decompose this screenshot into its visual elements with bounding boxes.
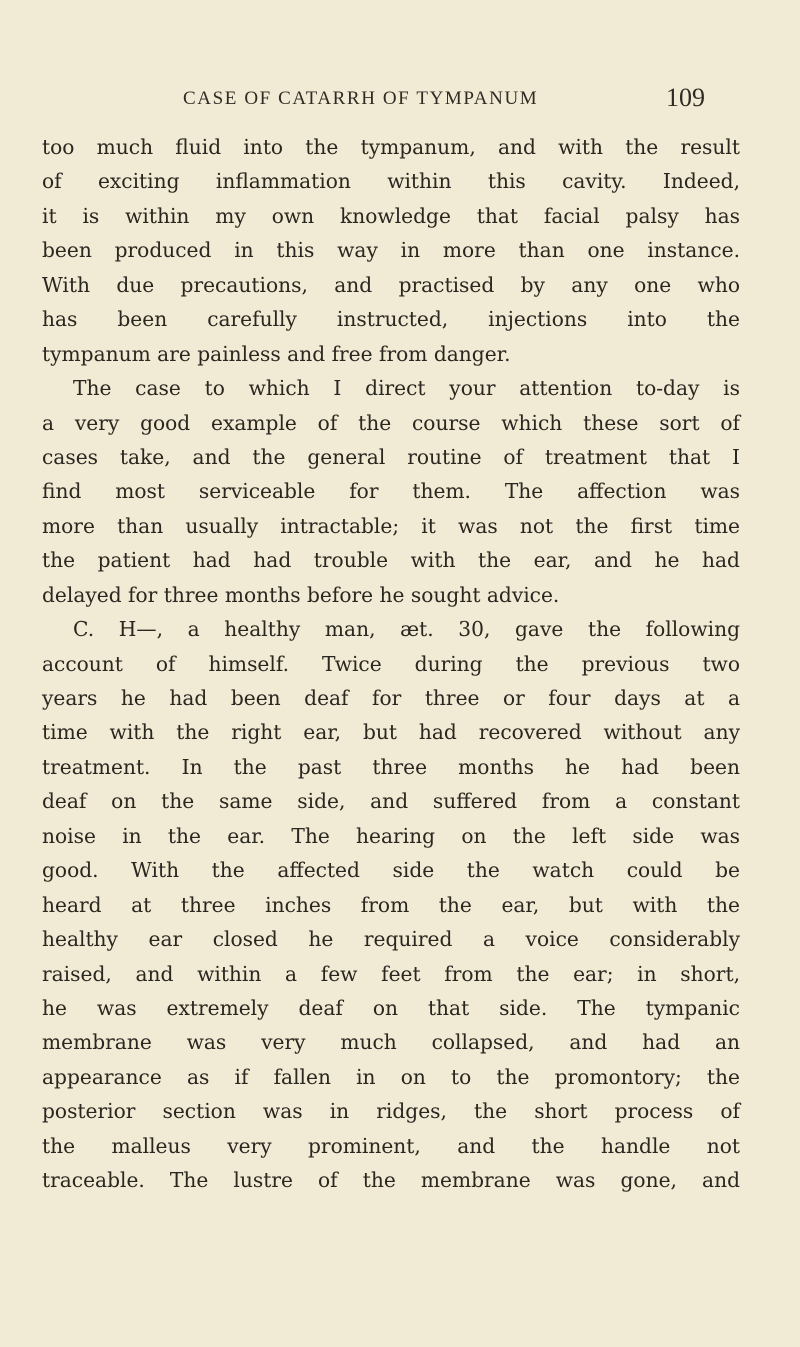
text-line: too much fluid into the tympanum, and with the result [42,135,740,159]
running-title: CASE OF CATARRH OF TYMPANUM [183,88,539,109]
text-line: the patient had had trouble with the ear, and he had [42,548,740,573]
text-line: delayed for three months before he sought advice. [42,582,560,607]
text-line: he was extremely deaf on that side. The tympanic [42,995,740,1020]
text-line: healthy ear closed he required a voice considerably [42,927,740,952]
text-line: account of himself. Twice during the previous two [42,651,740,676]
text-line: raised, and within a few feet from the ear; in short, [42,961,740,986]
text-line: noise in the ear. The hearing on the left side was [42,823,740,848]
running-head [40,83,760,118]
text-line: C. H—, a healthy man, æt. 30, gave the following [73,617,740,642]
text-line: appearance as if fallen in on to the promontory; the [42,1064,740,1089]
text-line: With due precautions, and practised by any one who [42,272,740,297]
text-line: time with the right ear, but had recovered without any [42,720,740,745]
text-line: deaf on the same side, and suffered from a constant [42,789,740,814]
text-line: years he had been deaf for three or four days at a [42,686,740,710]
text-line: cases take, and the general routine of treatment that I [42,444,740,469]
text-line: of exciting inflammation within this cavity. Indeed, [42,169,740,194]
text-line: posterior section was in ridges, the short process of [42,1099,740,1124]
text-line: find most serviceable for them. The affection was [42,479,740,504]
text-line: traceable. The lustre of the membrane was gone, and [42,1168,740,1193]
text-line: The case to which I direct your attention to-day is [73,376,740,401]
body-text [42,130,740,1198]
text-line: good. With the affected side the watch could be [42,858,740,883]
text-line: tympanum are painless and free from danger. [42,341,511,366]
text-line: it is within my own knowledge that facial palsy has [42,203,740,228]
page-number: 109 [666,83,705,112]
text-line: treatment. In the past three months he had been [42,754,740,779]
text-line: more than usually intractable; it was not the first time [42,513,740,538]
text-line: a very good example of the course which these sort of [42,410,740,435]
text-line: been produced in this way in more than one instance. [42,238,740,263]
text-line: the malleus very prominent, and the handle not [42,1133,740,1158]
text-line: has been carefully instructed, injections into the [42,307,740,332]
text-line: membrane was very much collapsed, and had an [42,1030,740,1055]
text-line: heard at three inches from the ear, but with the [42,892,740,917]
